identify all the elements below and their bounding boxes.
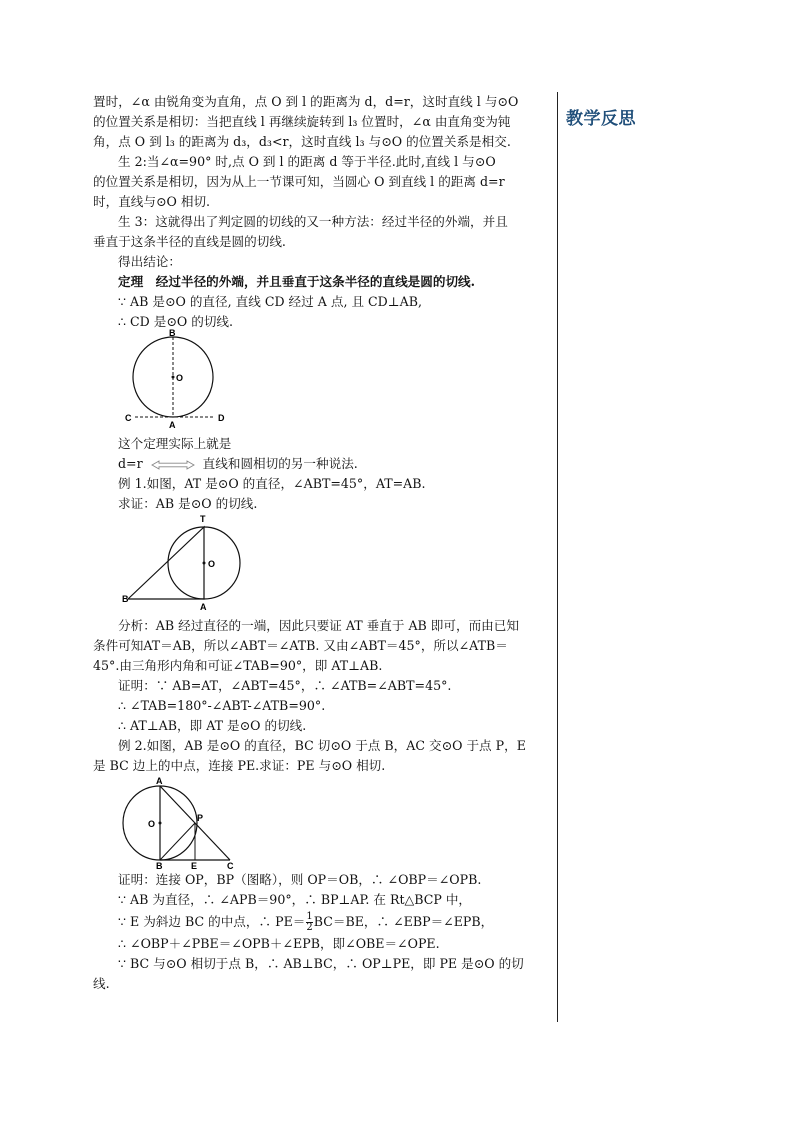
analysis-line: 45°.由三角形内角和可证∠TAB=90°，即 AT⊥AB. — [93, 658, 383, 673]
label-a: A — [156, 776, 163, 786]
main-column — [93, 92, 551, 994]
figure-example-1 — [123, 514, 273, 614]
fraction-denominator: 2 — [306, 922, 313, 933]
proof2-line: ∵ BC 与⊙O 相切于点 B，∴ AB⊥BC，∴ OP⊥PE，即 PE 是⊙O 的切 — [118, 956, 524, 971]
proof-line: 证明：∵ AB=AT，∠ABT=45°，∴ ∠ATB=∠ABT=45°. — [118, 678, 452, 693]
teaching-reflection-heading: 教学反思 — [566, 109, 636, 129]
analysis-line: 分析：AB 经过直径的一端，因此只要证 AT 垂直于 AB 即可，而由已知 — [118, 618, 519, 633]
therefore-line: ∴ CD 是⊙O 的切线. — [118, 314, 234, 329]
equiv-right: 直线和圆相切的另一种说法. — [202, 456, 358, 471]
proof2-text: BC＝BE，∴ ∠EBP＝∠EPB， — [313, 914, 494, 929]
label-o: O — [148, 819, 156, 829]
proof2-line: ∴ ∠OBP＋∠PBE＝∠OPB＋∠EPB，即∠OBE＝∠OPE. — [118, 936, 440, 951]
example-2-line: 例 2.如图，AB 是⊙O 的直径，BC 切⊙O 于点 B，AC 交⊙O 于点 P，E — [118, 738, 526, 753]
double-arrow-icon — [151, 460, 195, 470]
analysis-line: 条件可知AT＝AB，所以∠ABT＝∠ATB. 又由∠ABT＝45°，所以∠ATB＝ — [93, 638, 508, 653]
example-1-statement: 例 1.如图，AT 是⊙O 的直径，∠ABT=45°，AT=AB. — [118, 476, 426, 491]
para-line: 时，直线与⊙O 相切. — [93, 194, 211, 209]
equivalence-line — [93, 454, 551, 474]
para-line: 生 2:当∠α=90° 时,点 O 到 l 的距离 d 等于半径.此时,直线 l 与⊙O — [118, 154, 496, 169]
label-o: O — [208, 559, 216, 569]
proof2-line-fraction — [93, 910, 551, 934]
para-line: 角，点 O 到 l₃ 的距离为 d₃，d₃<r，这时直线 l₃ 与⊙O 的位置关系是相交. — [93, 134, 511, 149]
label-a: A — [169, 420, 176, 430]
center-point — [203, 562, 206, 565]
label-d: D — [218, 413, 225, 423]
para-line: 的位置关系是相切，因为从上一节课可知，当圆心 O 到直线 l 的距离 d=r — [93, 174, 505, 189]
figure-circle-tangent-cd — [123, 328, 263, 432]
label-b: B — [169, 328, 176, 338]
proof2-text: ∵ E 为斜边 BC 的中点，∴ PE＝ — [118, 914, 306, 929]
example-2-line: 是 BC 边上的中点，连接 PE.求证：PE 与⊙O 相切. — [93, 758, 386, 773]
proof-line: ∴ AT⊥AB，即 AT 是⊙O 的切线. — [118, 718, 307, 733]
since-line: ∵ AB 是⊙O 的直径, 直线 CD 经过 A 点, 且 CD⊥AB, — [118, 294, 422, 309]
label-o: O — [176, 373, 184, 383]
para-line: 的位置关系是相切：当把直线 l 再继续旋转到 l₃ 位置时，∠α 由直角变为钝 — [93, 114, 511, 129]
para-line: 垂直于这条半径的直线是圆的切线. — [93, 234, 286, 249]
para-line: 生 3：这就得出了判定圆的切线的又一种方法：经过半径的外端，并且 — [118, 214, 508, 229]
para-line: 置时，∠α 由锐角变为直角，点 O 到 l 的距离为 d，d=r，这时直线 l 与⊙O — [93, 94, 519, 109]
label-p: P — [197, 813, 204, 823]
column-divider — [557, 92, 558, 1022]
triangle-abt — [128, 527, 204, 599]
line-bp — [160, 823, 195, 860]
label-a: A — [200, 602, 207, 612]
label-c: C — [125, 413, 132, 423]
conclusion-label: 得出结论： — [118, 254, 181, 269]
label-t: T — [200, 514, 206, 524]
proof-line: ∴ ∠TAB=180°-∠ABT-∠ATB=90°. — [118, 698, 326, 713]
center-point — [159, 822, 162, 825]
label-b: B — [122, 594, 129, 604]
proof2-line: 线. — [93, 976, 110, 991]
theorem-statement: 定理 经过半径的外端，并且垂直于这条半径的直线是圆的切线. — [118, 274, 476, 289]
label-e: E — [191, 861, 198, 871]
label-b: B — [156, 861, 163, 871]
label-c: C — [227, 861, 234, 871]
fraction-numerator: 1 — [306, 911, 313, 922]
figure-example-2 — [123, 776, 253, 870]
proof2-line: ∵ AB 为直径，∴ ∠APB＝90°，∴ BP⊥AP. 在 Rt△BCP 中， — [118, 892, 472, 907]
center-point — [172, 376, 175, 379]
equiv-left: d=r — [118, 456, 143, 471]
proof2-line: 证明：连接 OP，BP（图略），则 OP＝OB，∴ ∠OBP＝∠OPB. — [118, 872, 482, 887]
fraction-one-half — [306, 912, 312, 933]
theorem-note: 这个定理实际上就是 — [118, 436, 232, 451]
example-1-prove: 求证：AB 是⊙O 的切线. — [118, 496, 258, 511]
